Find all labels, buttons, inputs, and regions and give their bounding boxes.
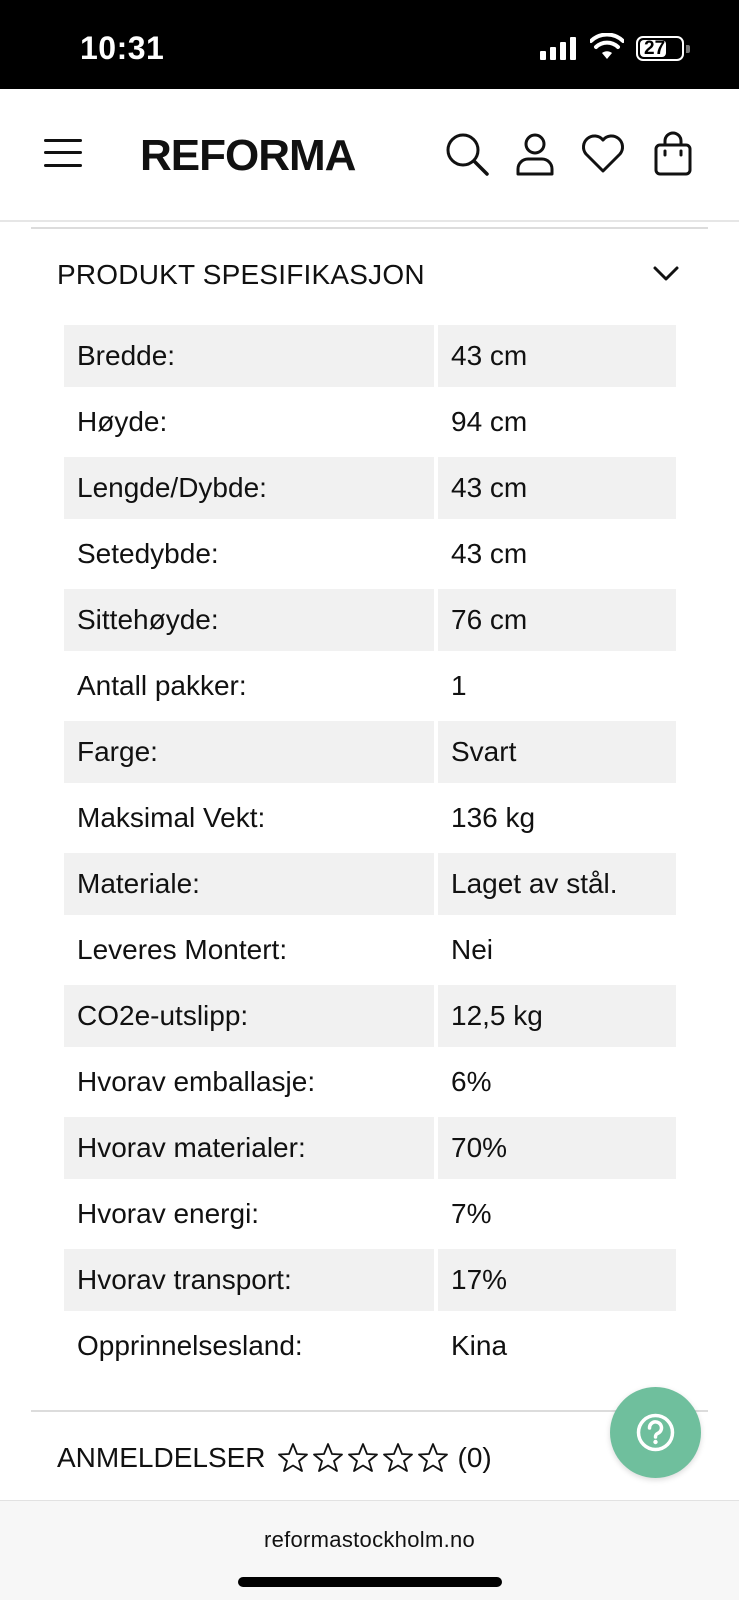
spec-value: 76 cm — [438, 589, 676, 651]
user-icon[interactable] — [512, 131, 558, 177]
spec-row — [64, 653, 676, 719]
reviews-label: ANMELDELSER — [57, 1442, 266, 1473]
spec-label: Antall pakker: — [77, 670, 247, 701]
spec-row — [64, 785, 676, 851]
battery-icon — [636, 36, 684, 61]
spec-label: CO2e-utslipp: — [64, 985, 434, 1047]
shopping-bag-icon[interactable] — [650, 131, 696, 177]
spec-value: 6% — [451, 1066, 492, 1097]
star-icon — [416, 1441, 450, 1475]
status-time: 10:31 — [80, 30, 165, 66]
star-icon — [311, 1441, 345, 1475]
spec-label: Hvorav energi: — [77, 1198, 260, 1229]
spec-value: 70% — [438, 1117, 676, 1179]
spec-row — [64, 587, 676, 653]
spec-label: Høyde: — [77, 406, 168, 437]
spec-value: 17% — [438, 1249, 676, 1311]
spec-row — [64, 389, 676, 455]
spec-value: Kina — [451, 1330, 508, 1361]
spec-row — [64, 917, 676, 983]
spec-value: 12,5 kg — [438, 985, 676, 1047]
wifi-icon — [590, 33, 624, 61]
spec-accordion-header[interactable] — [31, 240, 708, 310]
search-icon[interactable] — [444, 131, 490, 177]
star-icon — [346, 1441, 380, 1475]
spec-label: Hvorav emballasje: — [77, 1066, 316, 1097]
spec-value: Laget av stål. — [438, 853, 676, 915]
spec-label: Lengde/Dybde: — [64, 457, 434, 519]
spec-row — [64, 1313, 676, 1379]
spec-label: Hvorav materialer: — [64, 1117, 434, 1179]
spec-section-title: PRODUKT SPESIFIKASJON — [57, 259, 425, 290]
logo[interactable]: REFORMA — [140, 131, 356, 180]
help-button[interactable] — [610, 1387, 701, 1478]
site-header — [0, 89, 739, 222]
spec-value: 43 cm — [451, 538, 528, 569]
status-bar — [0, 0, 739, 89]
section-divider — [31, 227, 708, 229]
spec-label: Sittehøyde: — [64, 589, 434, 651]
spec-row — [64, 851, 676, 917]
battery-level: 27 — [644, 38, 666, 59]
question-icon — [635, 1412, 676, 1453]
chevron-down-icon[interactable] — [651, 258, 681, 288]
spec-label: Setedybde: — [77, 538, 219, 569]
spec-row — [64, 323, 676, 389]
spec-label: Opprinnelsesland: — [77, 1330, 303, 1361]
heart-icon[interactable] — [580, 131, 626, 177]
home-indicator[interactable] — [238, 1577, 502, 1587]
spec-value: 43 cm — [438, 325, 676, 387]
cellular-signal-icon — [540, 36, 576, 60]
browser-bottom-bar — [0, 1500, 739, 1600]
spec-label: Materiale: — [64, 853, 434, 915]
spec-row — [64, 719, 676, 785]
spec-table — [64, 323, 676, 1379]
spec-value: Svart — [438, 721, 676, 783]
menu-icon[interactable] — [44, 137, 82, 169]
spec-row — [64, 1049, 676, 1115]
spec-row — [64, 1181, 676, 1247]
spec-row — [64, 1247, 676, 1313]
url-bar[interactable]: reformastockholm.no — [263, 1527, 476, 1552]
section-divider — [31, 1410, 708, 1412]
spec-value: 7% — [451, 1198, 492, 1229]
spec-label: Leveres Montert: — [77, 934, 288, 965]
battery-nub — [686, 45, 690, 53]
spec-label: Bredde: — [64, 325, 434, 387]
spec-label: Hvorav transport: — [64, 1249, 434, 1311]
spec-value: 94 cm — [451, 406, 528, 437]
star-icon — [381, 1441, 415, 1475]
spec-value: Nei — [451, 934, 494, 965]
spec-value: 136 kg — [451, 802, 536, 833]
spec-row — [64, 983, 676, 1049]
rating-stars — [276, 1441, 450, 1475]
spec-label: Farge: — [64, 721, 434, 783]
spec-label: Maksimal Vekt: — [77, 802, 266, 833]
star-icon — [276, 1441, 310, 1475]
spec-row — [64, 1115, 676, 1181]
reviews-accordion-header[interactable] — [57, 1438, 492, 1478]
reviews-count: (0) — [457, 1442, 492, 1473]
spec-value: 1 — [451, 670, 467, 701]
spec-value: 43 cm — [438, 457, 676, 519]
spec-row — [64, 521, 676, 587]
spec-row — [64, 455, 676, 521]
